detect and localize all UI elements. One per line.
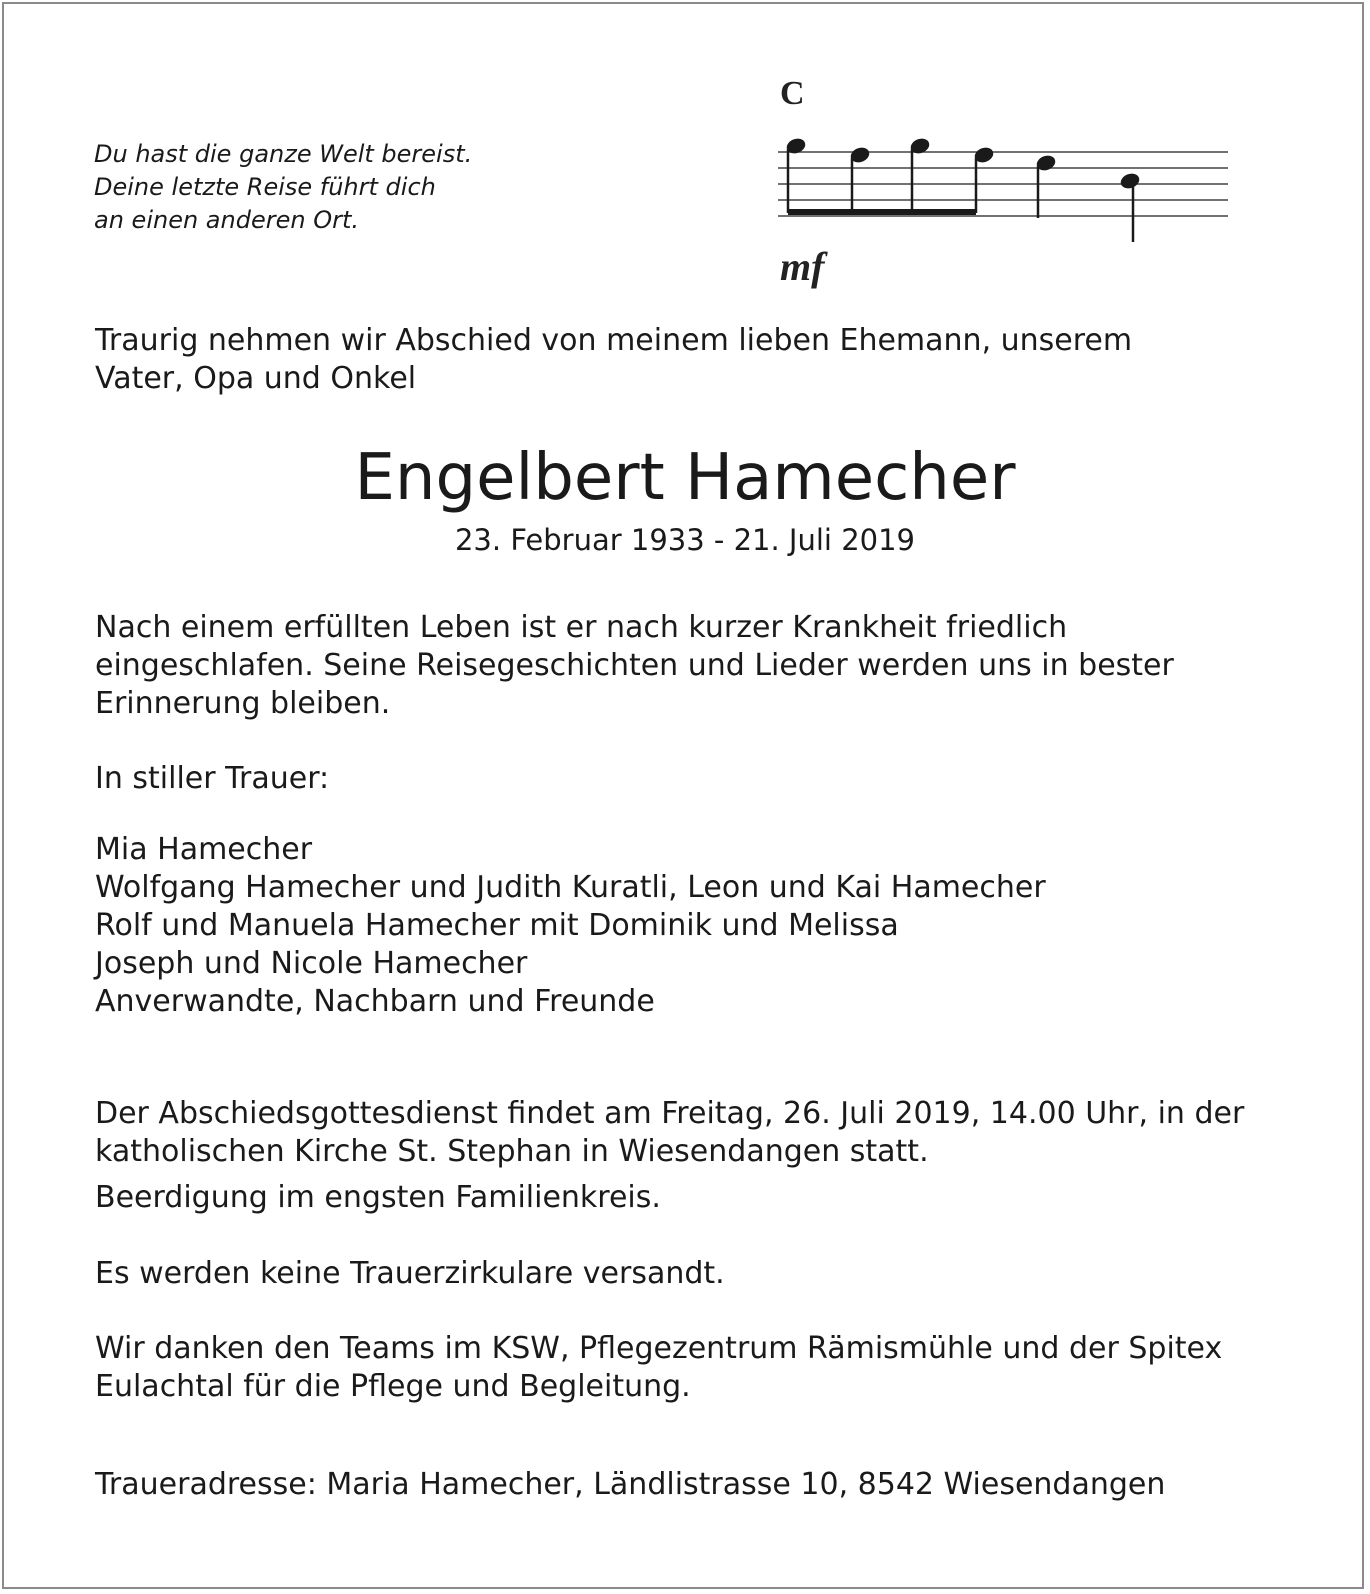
service-info <box>95 1095 1244 1171</box>
dynamic-marking: mf <box>780 244 825 289</box>
staff-lines <box>778 144 1228 216</box>
thanks-line: Wir danken den Teams im KSW, Pflegezentrum Rämismühle und der Spitex <box>95 1331 1223 1366</box>
service-line: Der Abschiedsgottesdienst findet am Freitag, 26. Juli 2019, 14.00 Uhr, in der <box>95 1096 1245 1131</box>
burial-info: Beerdigung im engsten Familienkreis. <box>95 1180 661 1215</box>
mourners-list <box>95 831 1046 1021</box>
mourners-heading: In stiller Trauer: <box>95 761 330 796</box>
thanks-line: Eulachtal für die Pflege und Begleitung. <box>95 1369 691 1404</box>
service-line: katholischen Kirche St. Stephan in Wiesendangen statt. <box>95 1134 929 1169</box>
tribute-line: Erinnerung bleiben. <box>95 686 391 721</box>
deceased-name: Engelbert Hamecher <box>354 441 1016 515</box>
intro-text <box>95 322 1132 398</box>
chord-symbol: C <box>780 75 805 112</box>
poem <box>94 138 472 237</box>
thanks-text <box>95 1330 1222 1406</box>
sheet-music-image <box>778 70 1248 315</box>
circular-notice: Es werden keine Trauerzirkulare versandt. <box>95 1256 725 1291</box>
intro-line: Traurig nehmen wir Abschied von meinem lieben Ehemann, unserem <box>95 323 1133 358</box>
mourner-name: Wolfgang Hamecher und Judith Kuratli, Leon und Kai Hamecher <box>95 870 1046 905</box>
poem-line: Deine letzte Reise führt dich <box>94 173 436 201</box>
tribute-line: Nach einem erfüllten Leben ist er nach kurzer Krankheit friedlich <box>95 610 1068 645</box>
mourner-name: Mia Hamecher <box>95 832 313 867</box>
mourner-name: Joseph und Nicole Hamecher <box>95 946 528 981</box>
mourner-name: Rolf und Manuela Hamecher mit Dominik und Melissa <box>95 908 899 943</box>
mourner-name: Anverwandte, Nachbarn und Freunde <box>95 984 655 1019</box>
tribute-text <box>95 609 1174 723</box>
tribute-line: eingeschlafen. Seine Reisegeschichten und Lieder werden uns in bester <box>95 648 1174 683</box>
poem-line: an einen anderen Ort. <box>94 206 359 234</box>
life-dates: 23. Februar 1933 - 21. Juli 2019 <box>454 523 915 557</box>
poem-line: Du hast die ganze Welt bereist. <box>94 140 473 168</box>
intro-line: Vater, Opa und Onkel <box>95 361 417 396</box>
mourning-address: Traueradresse: Maria Hamecher, Ländlistrasse 10, 8542 Wiesendangen <box>95 1467 1166 1502</box>
